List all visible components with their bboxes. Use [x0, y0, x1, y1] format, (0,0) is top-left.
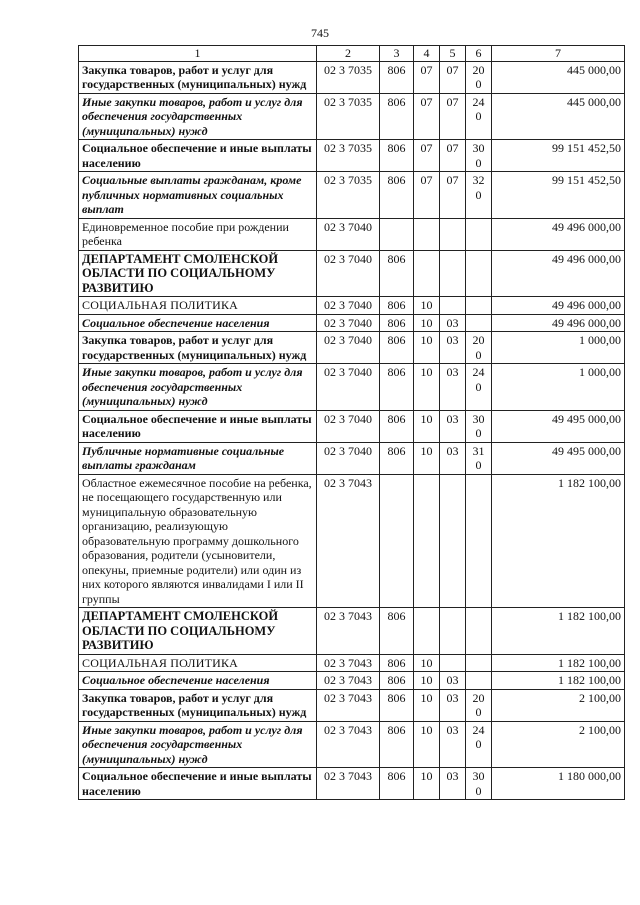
row-csr-cell: 02 3 7043 [317, 721, 380, 768]
row-ved-cell: 806 [380, 654, 414, 672]
row-name-cell: Областное ежемесячное пособие на ребенка, не посещающего государственную или муниципальную образовательную организацию, реализующую образовательную программу дошкольного образования, родители (усыновители, опекуны, приемные родители) или один из них которого являются инвалидами I или II группы [79, 474, 317, 608]
table-row [79, 93, 625, 140]
row-name-cell: Социальное обеспечение и иные выплаты населению [79, 768, 317, 800]
row-vr-cell [466, 410, 492, 442]
row-ved-cell: 806 [380, 332, 414, 364]
row-vr-part: 24 [472, 722, 485, 737]
row-rz-cell: 07 [414, 172, 440, 219]
table-row [79, 364, 625, 411]
row-vr-part: 0 [475, 783, 482, 798]
row-rz-cell [414, 474, 440, 608]
row-vr-cell [466, 721, 492, 768]
row-csr-cell: 02 3 7040 [317, 250, 380, 297]
row-ved-cell: 806 [380, 608, 414, 655]
row-sum-cell: 1 000,00 [492, 364, 625, 411]
row-pr-cell: 07 [440, 61, 466, 93]
table-row [79, 654, 625, 672]
row-pr-cell: 07 [440, 172, 466, 219]
table-row [79, 410, 625, 442]
row-rz-cell: 10 [414, 364, 440, 411]
row-pr-cell: 07 [440, 93, 466, 140]
row-ved-cell: 806 [380, 442, 414, 474]
row-rz-cell: 10 [414, 332, 440, 364]
row-csr-cell: 02 3 7043 [317, 654, 380, 672]
table-row [79, 332, 625, 364]
row-vr-part: 20 [472, 62, 485, 77]
row-sum-cell: 1 182 100,00 [492, 654, 625, 672]
row-pr-cell [440, 250, 466, 297]
row-sum-cell: 99 151 452,50 [492, 140, 625, 172]
row-ved-cell: 806 [380, 314, 414, 332]
row-ved-cell: 806 [380, 61, 414, 93]
row-ved-cell: 806 [380, 140, 414, 172]
page-number: 745 [311, 26, 329, 40]
table-row [79, 442, 625, 474]
row-pr-cell: 03 [440, 442, 466, 474]
table-row [79, 608, 625, 655]
row-rz-cell: 10 [414, 442, 440, 474]
row-name-cell: Социальное обеспечение и иные выплаты населению [79, 410, 317, 442]
row-ved-cell: 806 [380, 768, 414, 800]
row-name-cell: Иные закупки товаров, работ и услуг для обеспечения государственных (муниципальных) нужд [79, 93, 317, 140]
row-vr-part: 0 [475, 458, 482, 472]
row-csr-cell: 02 3 7040 [317, 297, 380, 315]
row-pr-cell [440, 218, 466, 250]
row-vr-part: 20 [472, 690, 485, 705]
row-ved-cell [380, 474, 414, 608]
header-col-1: 1 [79, 46, 317, 62]
table-row [79, 218, 625, 250]
row-name-cell: ДЕПАРТАМЕНТ СМОЛЕНСКОЙ ОБЛАСТИ ПО СОЦИАЛЬНОМУ РАЗВИТИЮ [79, 608, 317, 655]
header-row [79, 46, 625, 62]
budget-table [78, 45, 625, 800]
row-ved-cell: 806 [380, 250, 414, 297]
row-csr-cell: 02 3 7043 [317, 672, 380, 690]
row-vr-part: 30 [472, 141, 485, 155]
row-name-cell: СОЦИАЛЬНАЯ ПОЛИТИКА [79, 297, 317, 315]
row-sum-cell: 49 496 000,00 [492, 250, 625, 297]
row-sum-cell: 49 496 000,00 [492, 218, 625, 250]
row-ved-cell: 806 [380, 364, 414, 411]
table-row [79, 61, 625, 93]
row-sum-cell: 2 100,00 [492, 721, 625, 768]
row-vr-part: 0 [475, 155, 482, 170]
table-row [79, 172, 625, 219]
row-vr-part: 0 [475, 109, 482, 123]
row-ved-cell: 806 [380, 672, 414, 690]
row-csr-cell: 02 3 7035 [317, 140, 380, 172]
row-sum-cell: 49 495 000,00 [492, 442, 625, 474]
row-vr-cell [466, 314, 492, 332]
row-ved-cell: 806 [380, 689, 414, 721]
row-sum-cell: 445 000,00 [492, 61, 625, 93]
row-ved-cell: 806 [380, 93, 414, 140]
row-vr-cell [466, 93, 492, 140]
row-vr-cell [466, 172, 492, 219]
row-rz-cell: 10 [414, 654, 440, 672]
row-vr-part: 31 [472, 443, 485, 458]
row-rz-cell [414, 608, 440, 655]
row-sum-cell: 2 100,00 [492, 689, 625, 721]
row-csr-cell: 02 3 7043 [317, 768, 380, 800]
row-vr-cell [466, 474, 492, 608]
row-vr-part: 0 [475, 705, 482, 719]
row-pr-cell [440, 654, 466, 672]
row-csr-cell: 02 3 7040 [317, 332, 380, 364]
row-pr-cell: 07 [440, 140, 466, 172]
row-csr-cell: 02 3 7040 [317, 410, 380, 442]
row-csr-cell: 02 3 7043 [317, 474, 380, 608]
row-vr-part: 0 [475, 379, 482, 394]
row-csr-cell: 02 3 7040 [317, 364, 380, 411]
row-vr-cell [466, 61, 492, 93]
row-csr-cell: 02 3 7035 [317, 61, 380, 93]
table-row [79, 474, 625, 608]
row-ved-cell: 806 [380, 410, 414, 442]
row-vr-cell [466, 250, 492, 297]
row-rz-cell: 07 [414, 61, 440, 93]
row-vr-cell [466, 218, 492, 250]
row-name-cell: Публичные нормативные социальные выплаты гражданам [79, 442, 317, 474]
header-col-4: 4 [414, 46, 440, 62]
row-pr-cell: 03 [440, 672, 466, 690]
row-vr-cell [466, 654, 492, 672]
row-vr-cell [466, 332, 492, 364]
row-ved-cell: 806 [380, 172, 414, 219]
row-name-cell: ДЕПАРТАМЕНТ СМОЛЕНСКОЙ ОБЛАСТИ ПО СОЦИАЛЬНОМУ РАЗВИТИЮ [79, 250, 317, 297]
row-vr-part: 24 [472, 94, 485, 109]
table-row [79, 140, 625, 172]
row-name-cell: Социальное обеспечение и иные выплаты населению [79, 140, 317, 172]
row-ved-cell: 806 [380, 297, 414, 315]
row-name-cell: Закупка товаров, работ и услуг для государственных (муниципальных) нужд [79, 332, 317, 364]
table-row [79, 721, 625, 768]
row-vr-part: 0 [475, 77, 482, 91]
row-pr-cell: 03 [440, 689, 466, 721]
row-name-cell: Закупка товаров, работ и услуг для государственных (муниципальных) нужд [79, 689, 317, 721]
row-csr-cell: 02 3 7043 [317, 608, 380, 655]
row-sum-cell: 1 180 000,00 [492, 768, 625, 800]
row-vr-part: 0 [475, 347, 482, 362]
header-col-7: 7 [492, 46, 625, 62]
table-row [79, 768, 625, 800]
row-sum-cell: 49 496 000,00 [492, 314, 625, 332]
row-vr-part: 30 [472, 769, 485, 783]
row-vr-part: 30 [472, 411, 485, 426]
row-sum-cell: 49 495 000,00 [492, 410, 625, 442]
row-name-cell: Иные закупки товаров, работ и услуг для обеспечения государственных (муниципальных) нужд [79, 721, 317, 768]
row-csr-cell: 02 3 7035 [317, 172, 380, 219]
row-sum-cell: 1 182 100,00 [492, 474, 625, 608]
row-rz-cell: 10 [414, 672, 440, 690]
header-col-5: 5 [440, 46, 466, 62]
row-vr-part: 0 [475, 187, 482, 202]
row-vr-cell [466, 297, 492, 315]
row-vr-part: 24 [472, 365, 485, 379]
row-rz-cell: 10 [414, 297, 440, 315]
row-pr-cell: 03 [440, 314, 466, 332]
row-ved-cell: 806 [380, 721, 414, 768]
row-csr-cell: 02 3 7040 [317, 442, 380, 474]
row-pr-cell [440, 608, 466, 655]
table-row [79, 297, 625, 315]
row-pr-cell: 03 [440, 332, 466, 364]
row-rz-cell: 10 [414, 689, 440, 721]
row-csr-cell: 02 3 7040 [317, 218, 380, 250]
row-sum-cell: 445 000,00 [492, 93, 625, 140]
row-vr-cell [466, 689, 492, 721]
row-rz-cell: 07 [414, 93, 440, 140]
row-vr-part: 32 [472, 173, 485, 187]
row-rz-cell: 10 [414, 768, 440, 800]
row-vr-cell [466, 442, 492, 474]
row-name-cell: Социальное обеспечение населения [79, 672, 317, 690]
table-row [79, 689, 625, 721]
row-vr-cell [466, 140, 492, 172]
row-name-cell: Закупка товаров, работ и услуг для государственных (муниципальных) нужд [79, 61, 317, 93]
row-rz-cell: 10 [414, 314, 440, 332]
row-pr-cell: 03 [440, 364, 466, 411]
row-ved-cell [380, 218, 414, 250]
row-rz-cell [414, 218, 440, 250]
table-row [79, 672, 625, 690]
table-row [79, 314, 625, 332]
row-vr-cell [466, 768, 492, 800]
header-col-3: 3 [380, 46, 414, 62]
row-sum-cell: 99 151 452,50 [492, 172, 625, 219]
table-body [79, 46, 625, 800]
row-name-cell: Единовременное пособие при рождении ребенка [79, 218, 317, 250]
row-rz-cell: 10 [414, 410, 440, 442]
row-pr-cell: 03 [440, 721, 466, 768]
row-pr-cell [440, 297, 466, 315]
row-csr-cell: 02 3 7043 [317, 689, 380, 721]
row-csr-cell: 02 3 7040 [317, 314, 380, 332]
row-name-cell: Социальные выплаты гражданам, кроме публичных нормативных социальных выплат [79, 172, 317, 219]
row-csr-cell: 02 3 7035 [317, 93, 380, 140]
row-rz-cell: 07 [414, 140, 440, 172]
row-vr-part: 0 [475, 426, 482, 440]
row-sum-cell: 1 000,00 [492, 332, 625, 364]
row-pr-cell: 03 [440, 410, 466, 442]
row-name-cell: СОЦИАЛЬНАЯ ПОЛИТИКА [79, 654, 317, 672]
row-name-cell: Иные закупки товаров, работ и услуг для обеспечения государственных (муниципальных) нужд [79, 364, 317, 411]
row-vr-cell [466, 364, 492, 411]
row-pr-cell: 03 [440, 768, 466, 800]
table-row [79, 250, 625, 297]
row-vr-part: 20 [472, 333, 485, 347]
row-name-cell: Социальное обеспечение населения [79, 314, 317, 332]
row-sum-cell: 49 496 000,00 [492, 297, 625, 315]
row-vr-part: 0 [475, 737, 482, 751]
row-vr-cell [466, 608, 492, 655]
row-pr-cell [440, 474, 466, 608]
row-sum-cell: 1 182 100,00 [492, 608, 625, 655]
row-rz-cell [414, 250, 440, 297]
row-sum-cell: 1 182 100,00 [492, 672, 625, 690]
header-col-6: 6 [466, 46, 492, 62]
row-vr-cell [466, 672, 492, 690]
row-rz-cell: 10 [414, 721, 440, 768]
header-col-2: 2 [317, 46, 380, 62]
